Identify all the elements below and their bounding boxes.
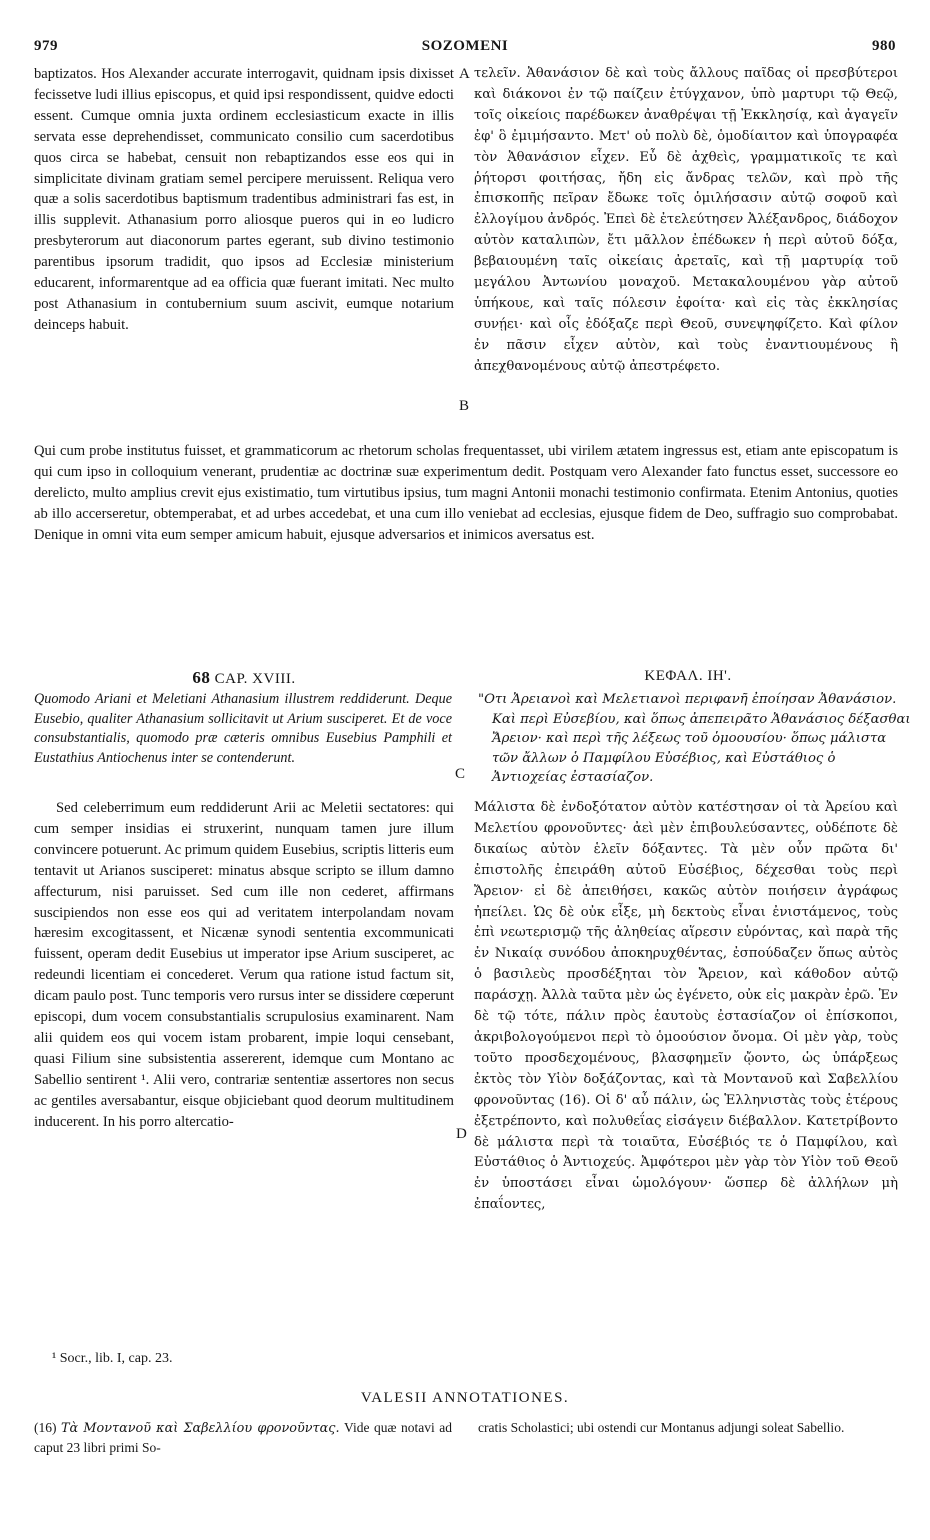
latin-column-top: baptizatos. Hos Alexander accurate interrogavit, quidnam ipsis dixisset fecissetve ludi illius episcopus, et quid ipsi respondissent, quidve edocti essent. Cumque omnia juxta ordinem ecclesiasticum exacte in illis servata esse deprehendisset, communicato consilio cum sacerdotibus quos circa se habebat, censuit non rebaptizandos esse eos qui in simplicitate divinam gratiam semel percipere meruissent. Reliqua vero quæ a solis sacerdotibus baptismum tradentibus administrari fas est, in illis supplevit. Athanasium porro aliosque pueros qui in eo ludicro presbyterorum aut diaconorum partes egerant, sub divino testimonio parentibus ipsorum tradidit, quo ipsos ad Ecclesiæ ministerium educarent, informarentque ad ea officia quæ fuerant imitati. Nec multo post Athanasium in contubernium suum ascivit, eumque notarium deinceps habuit. (34, 66, 454, 333)
full-width-paragraph: Qui cum probe institutus fuisset, et grammaticorum ac rhetorum scholas frequentasset, ubi virilem ætatem ingressus est, etiam ante episcopatum is qui cum ipso in colloquium venerant, prudentiæ ac doctrinæ suæ experimentum dedit. Postquam vero Alexander fato functus esset, successore eo derelicto, multo amplius crevit ejus existimatio, tum virtutibus ipsius, tum magni Antonii monachi testimonio confirmata. Etenim Antonius, quoties ab illo accerseretur, obtemperabat, et ad urbes accedebat, et una cum illo veniebat ad ecclesias, ejusque fidem de Deo, suffragio suo comprobabat. Denique in omni vita eum semper amicum habuit, ejusque adversarios et inimicos aversatus est. (34, 443, 898, 543)
margin-marker-a: A (459, 66, 470, 82)
page-number-right: 980 (872, 38, 896, 54)
annotation-number: (16) (34, 1420, 57, 1435)
annotation-right: cratis Scholastici; ubi ostendi cur Montanus adjungi soleat Sabellio. (478, 1420, 845, 1435)
column-number: 68 (192, 668, 211, 687)
margin-marker-b: B (459, 398, 470, 414)
chapter-heading-greek: ΚΕΦΑΛ. ΙΗ'. (644, 668, 732, 684)
running-title: SOZOMENI (421, 38, 509, 54)
chapter-argument-greek: "Οτι Ἀρειανοὶ καὶ Μελετιανοὶ περιφανῆ ἐποίησαν Ἀθανάσιον. Καὶ περὶ Εὐσεβίου, καὶ ὅπως ἀπεπειρᾶτο Ἀθανάσιος δέξασθαι Ἄρειον· καὶ περὶ τῆς λέξεως τοῦ ὁμοουσίου· ὅπως μάλιστα τῶν ἄλλων ὁ Παμφίλου Εὐσέβιος, καὶ Εὐστάθιος ὁ Ἀντιοχείας ἐστασίαζον. (478, 692, 911, 785)
greek-text-top: τελεῖν. Ἀθανάσιον δὲ καὶ τοὺς ἄλλους παῖδας οἱ πρεσβύτεροι καὶ διάκονοι ἐν τῷ παίζειν ἐτύγχανον, ὑπὸ μαρτυρι τῷ Θεῷ, τοῖς οἰκείοις παρέδωκεν ἀναθρέψαι τῇ Ἐκκλησίᾳ, καὶ ἀγαγεῖν ἐφ' ὃ ἐμιμήσαντο. Μετ' οὐ πολὺ δὲ, ὁμοδίαιτον καὶ ὑπογραφέα τὸν Ἀθανάσιον εἶχεν. Εὖ δὲ ἀχθεὶς, γραμματικοῖς τε καὶ ῥήτορσι φοιτήσας, ἤδη εἰς ἄνδρας τελῶν, καὶ πρὸ τῆς ἐπισκοπῆς πεῖραν ἔδωκε τοῖς ὁμιλήσασιν αὐτῷ σοφοῦ καὶ ἐλλογίμου ἀνδρός. Ἐπεὶ δὲ ἐτελεύτησεν Ἀλέξανδρος, διάδοχον αὐτὸν καταλιπὼν, ἔτι μᾶλλον ἐπέδωκεν ἡ περὶ αὐτοῦ δόξα, βεβαιουμένη ταῖς οἰκείαις ἀρεταῖς, καὶ τῇ μαρτυρίᾳ τοῦ μεγάλου Ἀντωνίου μοναχοῦ. Μετακαλουμένου γὰρ αὐτοῦ ὑπήκουε, καὶ ταῖς πόλεσιν ἐφοίτα· καὶ εἰς τὰς ἐκκλησίας συνῄει· καὶ οἷς ἐδόξαζε περὶ Θεοῦ, συνεψηφίζετο. (474, 66, 898, 332)
page-number-left: 979 (34, 38, 58, 54)
greek-column-top (474, 64, 898, 378)
chapter-heading-latin (34, 668, 454, 688)
annotation-left (34, 1418, 452, 1457)
greek-text-top-b: Καὶ φίλον ἐν πᾶσιν εἶχεν αὐτὸν, καὶ τοὺς ἐναντιουμένους ἢ ἀπεχθανομένους αὐτῷ ἀπεστρέφετο. (474, 316, 898, 374)
annotation-greek-lemma: Τὰ Μοντανοῦ καὶ Σαβελλίου φρονοῦντας. (61, 1421, 340, 1436)
annotations-title: VALESII ANNOTATIONES. (360, 1390, 570, 1406)
chapter-label-latin: CAP. XVIII. (214, 671, 296, 687)
margin-marker-c: C (455, 766, 466, 782)
latin-column-bottom: Sed celeberrimum eum reddiderunt Arii ac Meletii sectatores: qui cum semper insidias ei struxerint, nunquam tamen jure illum convincere potuerunt. Ac primum quidem Eusebius, scriptis litteris eum tentavit ut Arianos susciperet: minatus absque scripto se illum damno affecturum, nisi paruisset. Sed cum ille non cederet, affirmans suscipiendos non esse eos qui ad veritatem interpolandam novam hæresim excogitassent, et Nicænæ synodi sententia excommunicati fuissent, operam dedit Eusebius ut imperator ipse Arium susciperet, ac redeundi licentiam ei concederet. Verum qua ratione istud factum sit, dicam paulo post. Tunc temporis vero rursus inter se dissidere cœperunt episcopi, dum vocem consubstantialis scrupulosius examinarent. Nam alii quidem eos qui vocem istam probarent, impie loqui censebant, quasi Filium sine subsistentia assererent, idemque cum Montano ac Sabellio sentirent ¹. Alii vero, contrariæ sententiæ assertores non secus ac gentiles aversabantur, eisque objiciebant quod deorum multitudinem inducerent. In his porro altercatio- (34, 800, 454, 1130)
annotation-text-left: Vide quæ notavi ad caput 23 libri primi So- (34, 1420, 452, 1455)
greek-column-bottom: Μάλιστα δὲ ἐνδοξότατον αὐτὸν κατέστησαν οἱ τὰ Ἀρείου καὶ Μελετίου φρονοῦντες· ἀεὶ μὲν ἐπιβουλεύσαντες, οὐδέποτε δὲ δικαίως αὐτὸν ἑλεῖν δόξαντες. Τὰ μὲν οὖν πρῶτα δι' ἐπιστολῆς ἐπειράθη αὐτοῦ Εὐσέβιος, δέχεσθαι τοὺς περὶ Ἄρειον· εἰ δὲ ἀπειθήσει, κακῶς αὐτὸν ποιήσειν ἀγράφως ἠπείλει. Ὡς δὲ οὐκ εἶξε, μὴ δεκτοὺς εἶναι ἐνιστάμενος, τοὺς ἐπὶ νεωτερισμῷ τῆς ἀληθείας αἵρεσιν εὑρόντας, καὶ παρὰ τῆς ἐν Νικαίᾳ συνόδου ἀποκηρυχθέντας, ἐσπούδαζεν ὅπως αὐτὸς ὁ βασιλεὺς προσδέξηται τὸν Ἄρειον, καὶ κάθοδον αὐτῷ παράσχῃ. Ἀλλὰ ταῦτα μὲν ὡς ἐγένετο, οὐκ εἰς μακρὰν ἐρῶ. Ἐν δὲ τῷ τότε, πάλιν πρὸς ἑαυτοὺς ἐστασίαζον οἱ ἐπίσκοποι, ἀκριβολογούμενοι περὶ τὸ ὁμοούσιον ὄνομα. Οἱ μὲν γὰρ, τοὺς τοῦτο προσδεχομένους, βλασφημεῖν ᾤοντο, ὡς ὑπάρξεως ἐκτὸς τὸν Υἱὸν δοξάζοντας, καὶ τὰ Μοντανοῦ καὶ Σαβελλίου φρονοῦντας (16). Οἱ δ' αὖ πάλιν, ὡς Ἑλληνιστὰς τοὺς ἑτέρους ἐξετρέποντο, καὶ πολυθεΐας εἰσάγειν διέβαλλον. Κατετρίβοντο δὲ μάλιστα περὶ τὰ τοιαῦτα, Εὐσέβιός τε ὁ Παμφίλου, καὶ Εὐστάθιος ὁ Ἀντιοχεύς. Ἀμφότεροι μὲν γὰρ τὸν Υἱὸν τοῦ Θεοῦ ἐν ὑποστάσει εἶναι ὡμολόγουν· ὥσπερ δὲ ἀλλήλων μὴ ἐπαΐοντες, (474, 800, 898, 1213)
chapter-argument-latin: Quomodo Ariani et Meletiani Athanasium illustrem reddiderunt. Deque Eusebio, qualiter Athanasium sollicitavit ut Arium susciperet. Et de voce consubstantialis, quomodo præ cæteris omnibus Eusebius Pamphili et Eustathius Antiochenus inter se contenderunt. (34, 691, 452, 766)
page-header (34, 38, 896, 60)
footnote: ¹ Socr., lib. I, cap. 23. (52, 1351, 173, 1366)
margin-marker-d: D (456, 1126, 467, 1142)
